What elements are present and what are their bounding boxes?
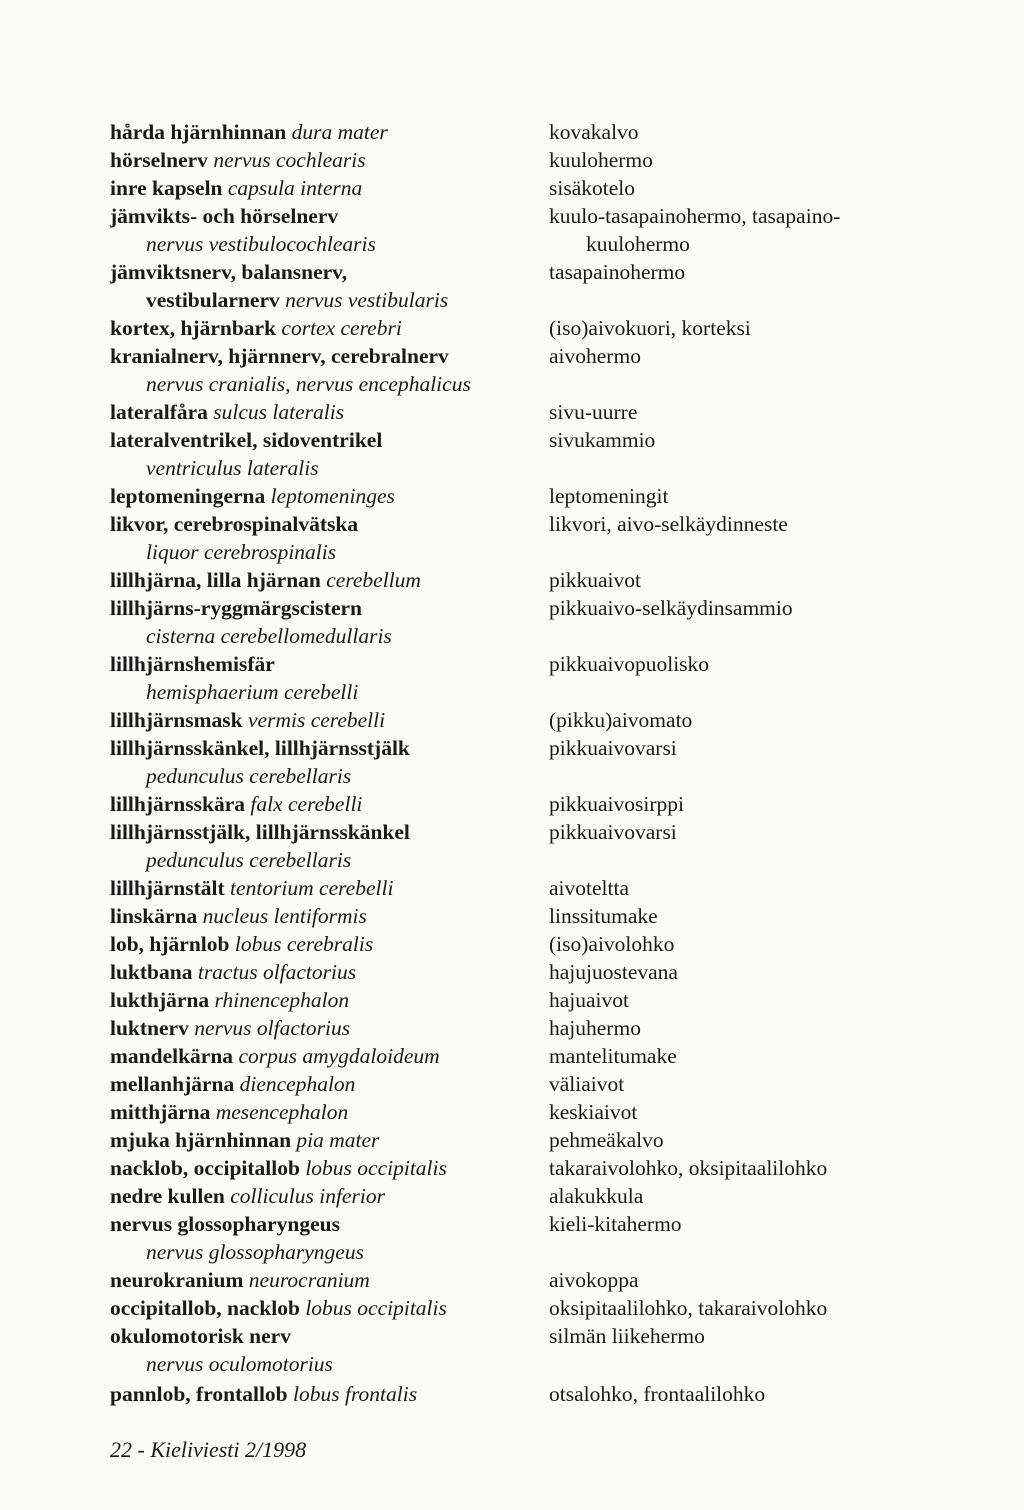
swedish-term: pannlob, frontallob xyxy=(110,1382,288,1406)
finnish-term: kieli-kitahermo xyxy=(549,1212,682,1236)
finnish-term: pikkuaivot xyxy=(549,568,641,592)
entry-term xyxy=(110,1098,348,1126)
finnish-term: hajuaivot xyxy=(549,988,630,1012)
finnish-term: oksipitaalilohko, takaraivolohko xyxy=(549,1296,828,1320)
entry-term xyxy=(110,1294,447,1322)
latin-term: sulcus lateralis xyxy=(213,400,345,424)
swedish-term: lillhjärnsskära xyxy=(110,792,245,816)
swedish-term: lillhjärnsskänkel, lillhjärnsstjälk xyxy=(110,736,410,760)
latin-term: nervus vestibularis xyxy=(285,288,449,312)
entry-term xyxy=(110,566,421,594)
finnish-term: pikkuaivovarsi xyxy=(549,820,677,844)
latin-term: lobus occipitalis xyxy=(305,1156,447,1180)
finnish-term: aivohermo xyxy=(549,344,641,368)
latin-term: nervus cranialis, nervus encephalicus xyxy=(146,372,471,396)
entry-term xyxy=(110,818,410,846)
swedish-term: occipitallob, nacklob xyxy=(110,1296,300,1320)
entry-term xyxy=(110,258,347,286)
entry-term xyxy=(110,1126,379,1154)
entry-term xyxy=(146,1238,364,1266)
finnish-term: väliaivot xyxy=(549,1072,625,1096)
swedish-term: kranialnerv, hjärnnerv, cerebralnerv xyxy=(110,344,449,368)
finnish-term: likvori, aivo-selkäydinneste xyxy=(549,512,788,536)
swedish-term: lillhjärnsmask xyxy=(110,708,243,732)
entry-term xyxy=(110,1322,291,1350)
entry-term xyxy=(110,1014,350,1042)
swedish-term: luktbana xyxy=(110,960,193,984)
entry-term xyxy=(110,398,344,426)
finnish-term: takaraivolohko, oksipitaalilohko xyxy=(549,1156,828,1180)
latin-term: vermis cerebelli xyxy=(248,708,386,732)
entry-term xyxy=(146,678,358,706)
entry-term xyxy=(146,370,471,398)
finnish-term: sisäkotelo xyxy=(549,176,635,200)
swedish-term: mellanhjärna xyxy=(110,1072,235,1096)
entry-term xyxy=(146,230,376,258)
latin-term: diencephalon xyxy=(239,1072,356,1096)
finnish-term: sivu-uurre xyxy=(549,400,638,424)
entry-term xyxy=(110,650,275,678)
swedish-term: leptomeningerna xyxy=(110,484,266,508)
entry-term xyxy=(110,790,362,818)
entry-term xyxy=(110,202,338,230)
swedish-term: nervus glossopharyngeus xyxy=(110,1212,340,1236)
latin-term: cerebellum xyxy=(326,568,421,592)
finnish-term: linssitumake xyxy=(549,904,658,928)
latin-term: neurocranium xyxy=(248,1268,370,1292)
latin-term: pedunculus cerebellaris xyxy=(146,764,352,788)
latin-term: nucleus lentiformis xyxy=(202,904,367,928)
latin-term: pia mater xyxy=(296,1128,380,1152)
swedish-term: nacklob, occipitallob xyxy=(110,1156,300,1180)
swedish-term: jämvikts- och hörselnerv xyxy=(110,204,339,228)
entry-term xyxy=(110,510,358,538)
entry-term xyxy=(110,426,382,454)
swedish-term: nedre kullen xyxy=(110,1184,225,1208)
finnish-term: (pikku)aivomato xyxy=(549,708,693,732)
latin-term: falx cerebelli xyxy=(250,792,363,816)
swedish-term: lob, hjärnlob xyxy=(110,932,230,956)
swedish-term: mitthjärna xyxy=(110,1100,211,1124)
finnish-term: pehmeäkalvo xyxy=(549,1128,664,1152)
finnish-term: pikkuaivovarsi xyxy=(549,736,677,760)
finnish-term: pikkuaivopuolisko xyxy=(549,652,710,676)
latin-term: nervus oculomotorius xyxy=(146,1352,333,1376)
entry-term xyxy=(110,986,349,1014)
swedish-term: lillhjärna, lilla hjärnan xyxy=(110,568,321,592)
finnish-term: pikkuaivo-selkäydinsammio xyxy=(549,596,793,620)
entry-term xyxy=(110,314,402,342)
latin-term: nervus glossopharyngeus xyxy=(146,1240,364,1264)
swedish-term: mjuka hjärnhinnan xyxy=(110,1128,292,1152)
latin-term: rhinencephalon xyxy=(214,988,350,1012)
entry-term xyxy=(146,622,392,650)
finnish-term: sivukammio xyxy=(549,428,656,452)
entry-term xyxy=(146,538,336,566)
latin-term: leptomeninges xyxy=(270,484,395,508)
swedish-term: lillhjärnsstjälk, lillhjärnsskänkel xyxy=(110,820,410,844)
entry-term xyxy=(110,482,395,510)
swedish-term: hårda hjärnhinnan xyxy=(110,120,287,144)
finnish-term: (iso)aivokuori, korteksi xyxy=(549,316,751,340)
entry-term xyxy=(110,958,356,986)
entry-term xyxy=(110,1266,370,1294)
finnish-term: pikkuaivosirppi xyxy=(549,792,684,816)
entry-term xyxy=(110,1070,355,1098)
finnish-term: kuulohermo xyxy=(586,232,690,256)
swedish-term: linskärna xyxy=(110,904,198,928)
swedish-term: lukthjärna xyxy=(110,988,210,1012)
swedish-term: likvor, cerebrospinalvätska xyxy=(110,512,359,536)
entry-term xyxy=(110,146,366,174)
swedish-term: lateralfåra xyxy=(110,400,208,424)
finnish-term: kuulo-tasapainohermo, tasapaino- xyxy=(549,204,841,228)
latin-term: dura mater xyxy=(291,120,388,144)
latin-term: nervus cochlearis xyxy=(213,148,366,172)
entry-term xyxy=(110,174,362,202)
finnish-term: (iso)aivolohko xyxy=(549,932,675,956)
entry-term xyxy=(110,594,362,622)
swedish-term: vestibularnerv xyxy=(146,288,280,312)
latin-term: tentorium cerebelli xyxy=(230,876,394,900)
entry-term xyxy=(110,1042,440,1070)
entry-term xyxy=(110,734,410,762)
latin-term: tractus olfactorius xyxy=(197,960,357,984)
latin-term: cortex cerebri xyxy=(281,316,402,340)
swedish-term: neurokranium xyxy=(110,1268,244,1292)
finnish-term: leptomeningit xyxy=(549,484,669,508)
finnish-term: hajuhermo xyxy=(549,1016,641,1040)
latin-term: cisterna cerebellomedullaris xyxy=(146,624,392,648)
entry-term xyxy=(110,342,449,370)
finnish-term: keskiaivot xyxy=(549,1100,638,1124)
entry-term xyxy=(110,706,385,734)
latin-term: hemisphaerium cerebelli xyxy=(146,680,359,704)
finnish-term: alakukkula xyxy=(549,1184,644,1208)
latin-term: ventriculus lateralis xyxy=(146,456,319,480)
finnish-term: otsalohko, frontaalilohko xyxy=(549,1382,766,1406)
entry-term xyxy=(110,902,367,930)
finnish-term: tasapainohermo xyxy=(549,260,686,284)
page-footer: 22 - Kieliviesti 2/1998 xyxy=(110,1437,307,1462)
latin-term: lobus occipitalis xyxy=(305,1296,447,1320)
entry-term xyxy=(146,454,319,482)
swedish-term: okulomotorisk nerv xyxy=(110,1324,291,1348)
swedish-term: kortex, hjärnbark xyxy=(110,316,277,340)
latin-term: lobus cerebralis xyxy=(234,932,374,956)
latin-term: liquor cerebrospinalis xyxy=(146,540,337,564)
finnish-term: hajujuostevana xyxy=(549,960,678,984)
finnish-term: aivokoppa xyxy=(549,1268,639,1292)
finnish-term: silmän liikehermo xyxy=(549,1324,705,1348)
latin-term: colliculus inferior xyxy=(230,1184,385,1208)
entry-term xyxy=(110,1380,417,1408)
swedish-term: lillhjärnstält xyxy=(110,876,225,900)
swedish-term: hörselnerv xyxy=(110,148,208,172)
swedish-term: mandelkärna xyxy=(110,1044,234,1068)
finnish-term: kuulohermo xyxy=(549,148,653,172)
entry-term xyxy=(110,118,388,146)
swedish-term: jämviktsnerv, balansnerv, xyxy=(110,260,348,284)
entry-term xyxy=(146,1350,333,1378)
entry-term xyxy=(110,1210,340,1238)
swedish-term: lillhjärnshemisfär xyxy=(110,652,275,676)
latin-term: pedunculus cerebellaris xyxy=(146,848,352,872)
latin-term: nervus olfactorius xyxy=(194,1016,351,1040)
latin-term: mesencephalon xyxy=(215,1100,349,1124)
latin-term: lobus frontalis xyxy=(293,1382,418,1406)
finnish-term: aivoteltta xyxy=(549,876,629,900)
finnish-term: kovakalvo xyxy=(549,120,639,144)
latin-term: nervus vestibulocochlearis xyxy=(146,232,376,256)
entry-term xyxy=(146,846,351,874)
entry-term xyxy=(110,930,373,958)
entry-term xyxy=(110,1154,447,1182)
latin-term: corpus amygdaloideum xyxy=(238,1044,440,1068)
swedish-term: lillhjärns-ryggmärgscistern xyxy=(110,596,362,620)
swedish-term: lateralventrikel, sidoventrikel xyxy=(110,428,383,452)
swedish-term: inre kapseln xyxy=(110,176,223,200)
entry-term xyxy=(110,1182,385,1210)
entry-term xyxy=(146,762,351,790)
finnish-term: mantelitumake xyxy=(549,1044,677,1068)
swedish-term: luktnerv xyxy=(110,1016,189,1040)
latin-term: capsula interna xyxy=(227,176,363,200)
entry-term xyxy=(110,874,393,902)
entry-term xyxy=(146,286,448,314)
